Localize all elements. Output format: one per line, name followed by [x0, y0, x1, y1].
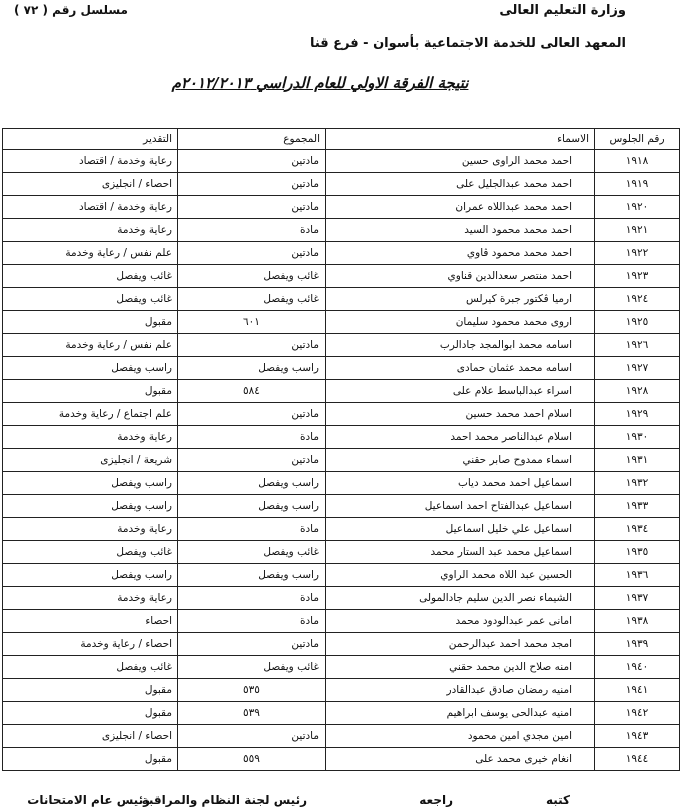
grade-cell: راسب ويفصل: [3, 564, 178, 587]
table-row: [3, 472, 680, 495]
table-row: [3, 403, 680, 426]
name-cell: اسلام عبدالناصر محمد احمد: [326, 426, 595, 449]
table-row: [3, 380, 680, 403]
col-header-seat: رقم الجلوس: [595, 129, 680, 150]
name-cell: امجد محمد احمد عبدالرحمن: [326, 633, 595, 656]
table-row: [3, 334, 680, 357]
name-cell: اسلام احمد محمد حسين: [326, 403, 595, 426]
seat-cell: ١٩٣٧: [595, 587, 680, 610]
total-cell: ٥٣٩: [178, 702, 326, 725]
name-cell: اسراء عبدالباسط علام على: [326, 380, 595, 403]
seat-cell: ١٩٤٣: [595, 725, 680, 748]
grade-cell: راسب ويفصل: [3, 472, 178, 495]
table-row: [3, 196, 680, 219]
seat-cell: ١٩٢٨: [595, 380, 680, 403]
seat-cell: ١٩٣٨: [595, 610, 680, 633]
results-table: [2, 128, 680, 771]
table-row: [3, 679, 680, 702]
name-cell: امانى عمر عبدالودود محمد: [326, 610, 595, 633]
seat-cell: ١٩٣٤: [595, 518, 680, 541]
grade-cell: احصاء / رعاية وخدمة: [3, 633, 178, 656]
total-cell: راسب ويفصل: [178, 357, 326, 380]
grade-cell: غائب ويفصل: [3, 541, 178, 564]
footer-committee-head: رئيس لجنة النظام والمراقبة: [141, 793, 307, 807]
seat-cell: ١٩٢٣: [595, 265, 680, 288]
total-cell: مادة: [178, 610, 326, 633]
seat-cell: ١٩٢٧: [595, 357, 680, 380]
seat-cell: ١٩٢١: [595, 219, 680, 242]
total-cell: ٦٠١: [178, 311, 326, 334]
total-cell: راسب ويفصل: [178, 472, 326, 495]
seat-cell: ١٩٣١: [595, 449, 680, 472]
grade-cell: مقبول: [3, 702, 178, 725]
seat-cell: ١٩٣٥: [595, 541, 680, 564]
name-cell: اسماعيل عبدالفتاح احمد اسماعيل: [326, 495, 595, 518]
name-cell: اسماعيل محمد عبد الستار محمد: [326, 541, 595, 564]
seat-cell: ١٩٤٠: [595, 656, 680, 679]
total-cell: غائب ويفصل: [178, 656, 326, 679]
seat-cell: ١٩٢٩: [595, 403, 680, 426]
table-row: [3, 518, 680, 541]
col-header-total: المجموع: [178, 129, 326, 150]
total-cell: راسب ويفصل: [178, 564, 326, 587]
grade-cell: مقبول: [3, 679, 178, 702]
name-cell: امنيه رمضان صادق عبدالقادر: [326, 679, 595, 702]
table-header-row: [3, 129, 680, 150]
grade-cell: علم نفس / رعاية وخدمة: [3, 334, 178, 357]
total-cell: مادتين: [178, 196, 326, 219]
name-cell: ارميا ڤكتور جبرة كيرلس: [326, 288, 595, 311]
grade-cell: راسب ويفصل: [3, 357, 178, 380]
seat-cell: ١٩٢٠: [595, 196, 680, 219]
seat-cell: ١٩١٩: [595, 173, 680, 196]
grade-cell: رعاية وخدمة: [3, 587, 178, 610]
grade-cell: رعاية وخدمة / اقتصاد: [3, 196, 178, 219]
seat-cell: ١٩١٨: [595, 150, 680, 173]
name-cell: احمد محمد الراوى حسين: [326, 150, 595, 173]
grade-cell: مقبول: [3, 748, 178, 771]
grade-cell: غائب ويفصل: [3, 265, 178, 288]
footer-writer: كتبه: [545, 793, 570, 807]
seat-cell: ١٩٣٣: [595, 495, 680, 518]
grade-cell: علم نفس / رعاية وخدمة: [3, 242, 178, 265]
table-row: [3, 449, 680, 472]
grade-cell: رعاية وخدمة / اقتصاد: [3, 150, 178, 173]
total-cell: مادتين: [178, 449, 326, 472]
total-cell: غائب ويفصل: [178, 265, 326, 288]
total-cell: مادة: [178, 587, 326, 610]
seat-cell: ١٩٤٤: [595, 748, 680, 771]
grade-cell: مقبول: [3, 380, 178, 403]
table-row: [3, 495, 680, 518]
table-row: [3, 150, 680, 173]
seat-cell: ١٩٣٩: [595, 633, 680, 656]
name-cell: احمد منتصر سعدالدين قناوي: [326, 265, 595, 288]
name-cell: احمد محمد محمود السيد: [326, 219, 595, 242]
total-cell: مادتين: [178, 242, 326, 265]
seat-cell: ١٩٢٥: [595, 311, 680, 334]
grade-cell: احصاء / انجليزى: [3, 173, 178, 196]
table-row: [3, 311, 680, 334]
table-row: [3, 219, 680, 242]
grade-cell: رعاية وخدمة: [3, 426, 178, 449]
name-cell: احمد محمد عبدالجليل على: [326, 173, 595, 196]
grade-cell: احصاء / انجليزى: [3, 725, 178, 748]
results-body: [3, 150, 680, 771]
ministry-name: وزارة التعليم العالى: [499, 3, 626, 18]
grade-cell: احصاء: [3, 610, 178, 633]
grade-cell: شريعة / انجليزى: [3, 449, 178, 472]
institute-name: المعهد العالى للخدمة الاجتماعية بأسوان - فرع قنا: [309, 36, 626, 51]
seat-cell: ١٩٤١: [595, 679, 680, 702]
total-cell: مادتين: [178, 334, 326, 357]
total-cell: مادة: [178, 219, 326, 242]
total-cell: ٥٥٩: [178, 748, 326, 771]
table-row: [3, 265, 680, 288]
col-header-grade: التقدير: [3, 129, 178, 150]
name-cell: اسامه محمد عثمان حمادى: [326, 357, 595, 380]
seat-cell: ١٩٣٢: [595, 472, 680, 495]
seat-cell: ١٩٣٠: [595, 426, 680, 449]
table-row: [3, 564, 680, 587]
table-row: [3, 656, 680, 679]
total-cell: مادتين: [178, 725, 326, 748]
grade-cell: راسب ويفصل: [3, 495, 178, 518]
table-row: [3, 426, 680, 449]
seat-cell: ١٩٤٢: [595, 702, 680, 725]
total-cell: مادتين: [178, 150, 326, 173]
table-row: [3, 633, 680, 656]
grade-cell: رعاية وخدمة: [3, 219, 178, 242]
table-row: [3, 242, 680, 265]
total-cell: مادتين: [178, 633, 326, 656]
seat-cell: ١٩٢٤: [595, 288, 680, 311]
name-cell: اسماعيل احمد محمد دياب: [326, 472, 595, 495]
total-cell: غائب ويفصل: [178, 288, 326, 311]
name-cell: اروى محمد محمود سليمان: [326, 311, 595, 334]
table-row: [3, 587, 680, 610]
footer-reviewer: راجعه: [419, 793, 453, 807]
total-cell: مادة: [178, 426, 326, 449]
table-row: [3, 725, 680, 748]
table-row: [3, 702, 680, 725]
name-cell: امنه صلاح الدين محمد حقني: [326, 656, 595, 679]
page-title: [0, 74, 640, 92]
seat-cell: ١٩٢٢: [595, 242, 680, 265]
total-cell: غائب ويفصل: [178, 541, 326, 564]
name-cell: الحسين عبد اللاه محمد الراوي: [326, 564, 595, 587]
table-row: [3, 357, 680, 380]
total-cell: ٥٨٤: [178, 380, 326, 403]
footer-exams-head: رئيس عام الامتحانات: [27, 793, 150, 807]
seat-cell: ١٩٢٦: [595, 334, 680, 357]
name-cell: امنيه عبدالحى يوسف ابراهيم: [326, 702, 595, 725]
name-cell: انغام خيرى محمد على: [326, 748, 595, 771]
name-cell: اسماعيل علي خليل اسماعيل: [326, 518, 595, 541]
table-row: [3, 173, 680, 196]
grade-cell: رعاية وخدمة: [3, 518, 178, 541]
name-cell: احمد محمد محمود ڤاوي: [326, 242, 595, 265]
name-cell: اسامه محمد ابوالمجد جادالرب: [326, 334, 595, 357]
name-cell: اسماء ممدوح صابر حقني: [326, 449, 595, 472]
total-cell: ٥٣٥: [178, 679, 326, 702]
name-cell: امين مجدي امين محمود: [326, 725, 595, 748]
total-cell: مادتين: [178, 403, 326, 426]
serial-number: مسلسل رقم ( ٧٢ ): [14, 3, 128, 17]
grade-cell: علم اجتماع / رعاية وخدمة: [3, 403, 178, 426]
name-cell: الشيماء نصر الدين سليم جادالمولى: [326, 587, 595, 610]
page-title-text: نتيجة الفرقة الاولي للعام الدراسي ٢٠١٢/٢٠١٣م: [171, 74, 469, 92]
total-cell: مادتين: [178, 173, 326, 196]
table-row: [3, 288, 680, 311]
total-cell: راسب ويفصل: [178, 495, 326, 518]
table-row: [3, 610, 680, 633]
table-row: [3, 541, 680, 564]
col-header-name: الاسماء: [326, 129, 595, 150]
grade-cell: غائب ويفصل: [3, 288, 178, 311]
grade-cell: غائب ويفصل: [3, 656, 178, 679]
seat-cell: ١٩٣٦: [595, 564, 680, 587]
table-row: [3, 748, 680, 771]
name-cell: احمد محمد عبداللاه عمران: [326, 196, 595, 219]
grade-cell: مقبول: [3, 311, 178, 334]
total-cell: مادة: [178, 518, 326, 541]
